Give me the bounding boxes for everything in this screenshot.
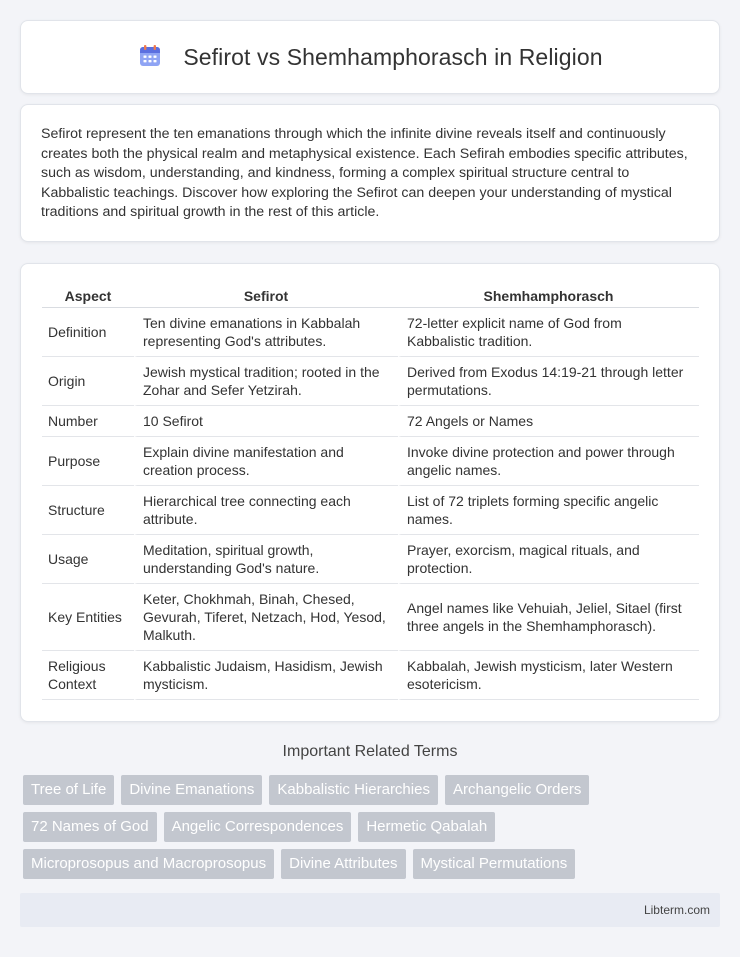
header-sefirot: Sefirot <box>134 284 398 308</box>
header-shemhamphorasch: Shemhamphorasch <box>398 284 699 308</box>
intro-text: Sefirot represent the ten emanations through which the infinite divine reveals itself and continuously creates both the physical realm and metaphysical existence. Each Sefirah embodies specific attributes, such as wisdom, understanding, and kindness, forming a complex spiritual structure central to Kabbalistic teachings. Discover how exploring the Sefirot can deepen your understanding of mystical traditions and spiritual growth in the rest of this article. <box>41 126 688 221</box>
page-title: Sefirot vs Shemhamphorasch in Religion <box>183 43 603 70</box>
cell-shemhamphorasch: Prayer, exorcism, magical rituals, and protection. <box>398 535 699 584</box>
cell-sefirot: 10 Sefirot <box>134 406 398 437</box>
table-row <box>42 584 699 651</box>
table-header-row <box>42 284 699 308</box>
table-row <box>42 651 699 700</box>
table-row <box>42 437 699 486</box>
header-aspect: Aspect <box>42 284 134 308</box>
cell-aspect: Religious Context <box>42 651 134 700</box>
table-row <box>42 486 699 535</box>
term-tag[interactable]: Mystical Permutations <box>413 849 576 879</box>
cell-shemhamphorasch: Angel names like Vehuiah, Jeliel, Sitael (first three angels in the Shemhamphorasch). <box>398 584 699 651</box>
cell-shemhamphorasch: 72-letter explicit name of God from Kabbalistic tradition. <box>398 308 699 357</box>
cell-aspect: Structure <box>42 486 134 535</box>
term-tag[interactable]: Kabbalistic Hierarchies <box>269 775 438 805</box>
comparison-card <box>20 263 720 722</box>
cell-aspect: Definition <box>42 308 134 357</box>
intro-card <box>20 104 720 242</box>
cell-aspect: Origin <box>42 357 134 406</box>
comparison-table <box>42 284 699 700</box>
cell-aspect: Usage <box>42 535 134 584</box>
cell-shemhamphorasch: Kabbalah, Jewish mysticism, later Western esotericism. <box>398 651 699 700</box>
cell-shemhamphorasch: Derived from Exodus 14:19-21 through letter permutations. <box>398 357 699 406</box>
cell-aspect: Purpose <box>42 437 134 486</box>
cell-sefirot: Kabbalistic Judaism, Hasidism, Jewish mysticism. <box>134 651 398 700</box>
cell-sefirot: Meditation, spiritual growth, understanding God's nature. <box>134 535 398 584</box>
term-tag[interactable]: Hermetic Qabalah <box>358 812 495 842</box>
table-row <box>42 535 699 584</box>
cell-sefirot: Ten divine emanations in Kabbalah representing God's attributes. <box>134 308 398 357</box>
term-tag[interactable]: Tree of Life <box>23 775 114 805</box>
term-tag[interactable]: Angelic Correspondences <box>164 812 352 842</box>
cell-shemhamphorasch: 72 Angels or Names <box>398 406 699 437</box>
footer-brand-link[interactable]: Libterm.com <box>643 903 710 917</box>
related-terms-title: Important Related Terms <box>282 743 458 760</box>
cell-aspect: Number <box>42 406 134 437</box>
term-tag[interactable]: Archangelic Orders <box>445 775 589 805</box>
calendar-icon <box>137 43 163 69</box>
cell-sefirot: Hierarchical tree connecting each attribute. <box>134 486 398 535</box>
cell-sefirot: Jewish mystical tradition; rooted in the Zohar and Sefer Yetzirah. <box>134 357 398 406</box>
cell-sefirot: Keter, Chokhmah, Binah, Chesed, Gevurah, Tiferet, Netzach, Hod, Yesod, Malkuth. <box>134 584 398 651</box>
term-tag[interactable]: Divine Attributes <box>281 849 405 879</box>
cell-aspect: Key Entities <box>42 584 134 651</box>
table-row <box>42 357 699 406</box>
table-row <box>42 308 699 357</box>
cell-shemhamphorasch: Invoke divine protection and power through angelic names. <box>398 437 699 486</box>
footer <box>20 893 720 927</box>
header-card <box>20 20 720 94</box>
table-row <box>42 406 699 437</box>
term-tag[interactable]: 72 Names of God <box>23 812 157 842</box>
cell-sefirot: Explain divine manifestation and creation process. <box>134 437 398 486</box>
cell-shemhamphorasch: List of 72 triplets forming specific angelic names. <box>398 486 699 535</box>
term-tag[interactable]: Divine Emanations <box>121 775 262 805</box>
related-terms-list <box>23 775 723 886</box>
term-tag[interactable]: Microprosopus and Macroprosopus <box>23 849 274 879</box>
